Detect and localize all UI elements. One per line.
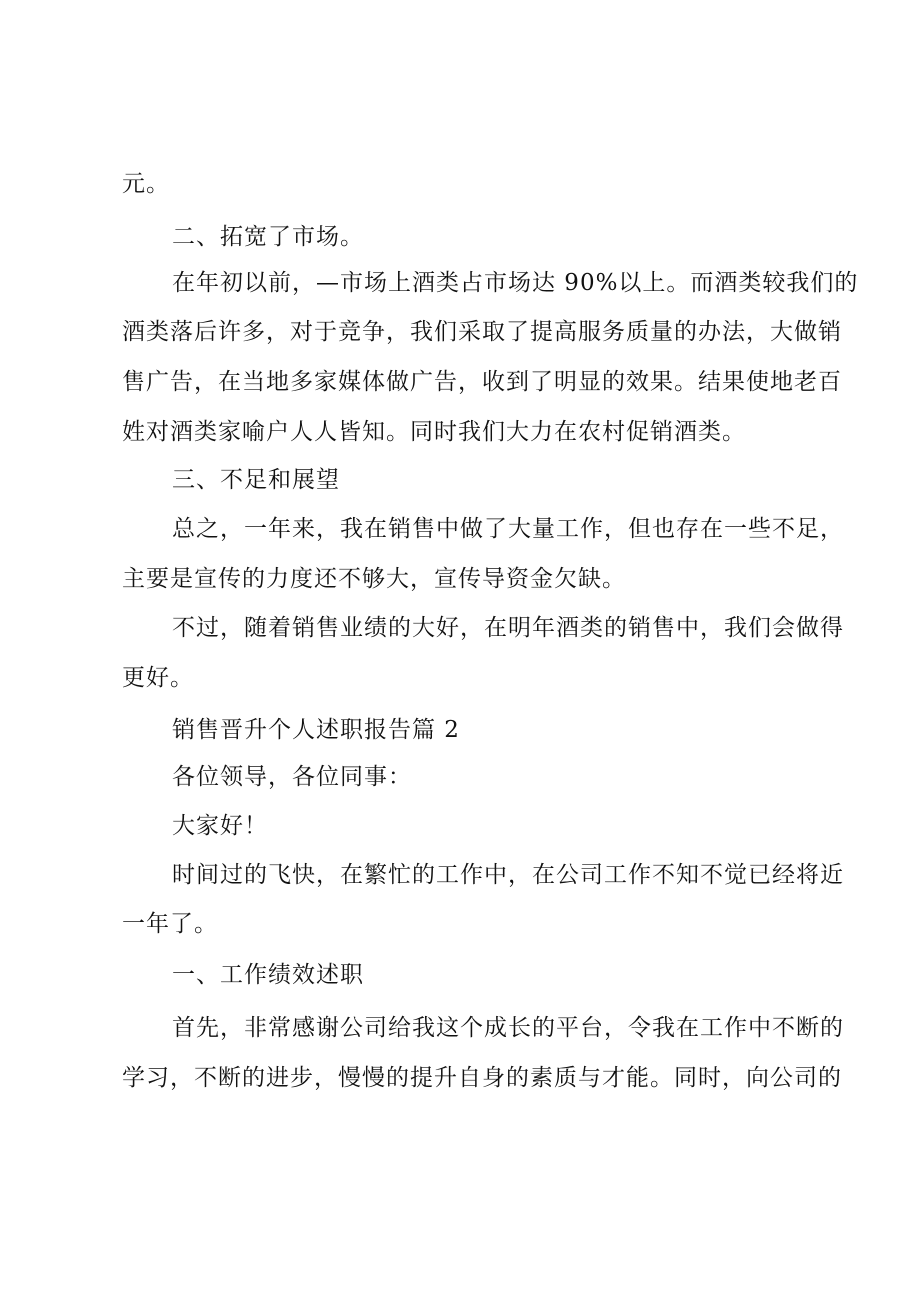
paragraph-line: 首先，非常感谢公司给我这个成长的平台，令我在工作中不断的 xyxy=(172,1015,844,1041)
text-line-continuation: 元。 xyxy=(122,171,170,197)
paragraph-line: 主要是宣传的力度还不够大，宣传导资金欠缺。 xyxy=(122,566,626,592)
paragraph-line: 总之，一年来，我在销售中做了大量工作，但也存在一些不足， xyxy=(172,516,844,542)
salutation: 各位领导，各位同事： xyxy=(172,764,412,790)
paragraph-line: 不过，随着销售业绩的大好，在明年酒类的销售中，我们会做得 xyxy=(172,615,844,641)
greeting: 大家好！ xyxy=(172,813,268,839)
report-title: 销售晋升个人述职报告篇 2 xyxy=(172,717,460,743)
section-heading-outlook: 三、不足和展望 xyxy=(172,467,340,493)
paragraph-line: 姓对酒类家喻户人人皆知。同时我们大力在农村促销酒类。 xyxy=(122,419,746,445)
paragraph-line: 售广告，在当地多家媒体做广告，收到了明显的效果。结果使地老百 xyxy=(122,369,842,395)
paragraph-line: 酒类落后许多，对于竞争，我们采取了提高服务质量的办法，大做销 xyxy=(122,319,842,345)
paragraph-line: 时间过的飞快，在繁忙的工作中，在公司工作不知不觉已经将近 xyxy=(172,862,844,888)
section-heading-performance: 一、工作绩效述职 xyxy=(172,962,364,988)
paragraph-line: 一年了。 xyxy=(122,911,218,937)
paragraph-line: 学习，不断的进步，慢慢的提升自身的素质与才能。同时，向公司的 xyxy=(122,1065,842,1091)
paragraph-line: 在年初以前，—市场上酒类占市场达 90%以上。而酒类较我们的 xyxy=(172,270,859,296)
paragraph-line: 更好。 xyxy=(122,665,194,691)
section-heading-market: 二、拓宽了市场。 xyxy=(172,224,364,250)
